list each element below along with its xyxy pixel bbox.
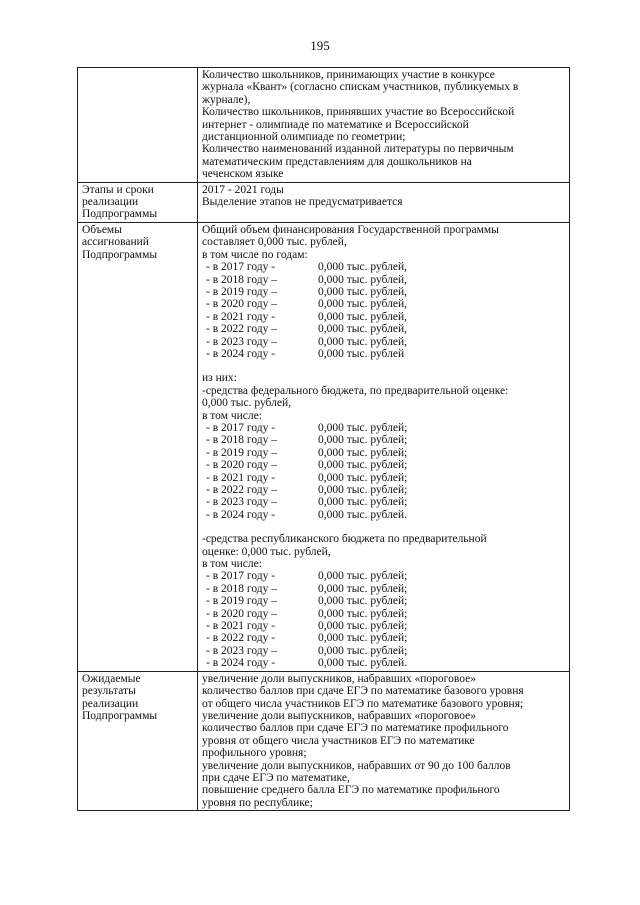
year-amount: 0,000 тыс. рублей; <box>318 496 408 509</box>
year-amount: 0,000 тыс. рублей; <box>318 582 408 595</box>
year-amount: 0,000 тыс. рублей. <box>318 657 407 670</box>
regional-line: в том числе: <box>202 558 262 571</box>
results-label-line: реализации <box>82 697 139 710</box>
stages-note: Выделение этапов не предусматривается <box>202 196 403 209</box>
result-line: количество баллов при сдаче ЕГЭ по математике базового уровня <box>202 685 524 698</box>
year-amount: 0,000 тыс. рублей, <box>318 323 407 336</box>
results-value-cell <box>198 671 570 810</box>
federal-line: в том числе: <box>202 409 262 422</box>
federal-year-row <box>202 509 566 521</box>
year-label: - в 2021 году - <box>206 620 276 633</box>
year-amount: 0,000 тыс. рублей; <box>318 446 408 459</box>
indicator-line: дистанционной олимпиаде по геометрии; <box>202 131 406 144</box>
year-amount: 0,000 тыс. рублей. <box>318 508 407 521</box>
regional-year-row <box>202 570 566 582</box>
year-label: - в 2019 году – <box>206 446 277 459</box>
result-line: при сдаче ЕГЭ по математике, <box>202 771 350 784</box>
result-line: увеличение доли выпускников, набравших «пороговое» <box>202 672 476 685</box>
indicator-line: Количество школьников, принимающих участие в конкурсе <box>202 69 495 81</box>
spacer <box>202 521 566 533</box>
stages-label-line: реализации <box>82 196 139 209</box>
year-amount: 0,000 тыс. рублей; <box>318 644 408 657</box>
federal-line: -средства федерального бюджета, по предварительной оценке: <box>202 384 509 397</box>
year-label: - в 2021 году - <box>206 471 276 484</box>
year-amount: 0,000 тыс. рублей, <box>318 335 407 348</box>
stages-label-cell <box>78 182 198 222</box>
stages-value-cell <box>198 182 570 222</box>
year-label: - в 2017 году - <box>206 261 276 274</box>
regional-line: оценке: 0,000 тыс. рублей, <box>202 545 331 558</box>
regional-line: -средства республиканского бюджета по предварительной <box>202 533 487 546</box>
year-amount: 0,000 тыс. рублей, <box>318 261 407 274</box>
federal-year-row <box>202 434 566 446</box>
indicators-value-cell <box>198 68 570 183</box>
funding-label-line: ассигнований <box>82 236 149 249</box>
stages-row <box>78 182 570 222</box>
year-amount: 0,000 тыс. рублей; <box>318 620 408 633</box>
year-label: - в 2023 году – <box>206 496 277 509</box>
year-label: - в 2024 году - <box>206 508 276 521</box>
indicator-line: журнале), <box>202 93 251 106</box>
federal-line: 0,000 тыс. рублей, <box>202 397 291 410</box>
result-line: увеличение доли выпускников, набравших «пороговое» <box>202 709 476 722</box>
year-label: - в 2023 году – <box>206 644 277 657</box>
page-number: 195 <box>310 38 330 53</box>
results-label-line: результаты <box>82 685 136 698</box>
indicator-line: математическим представлениям для дошкольников на <box>202 155 472 168</box>
regional-year-row <box>202 632 566 644</box>
year-label: - в 2024 году - <box>206 347 276 360</box>
result-line: профильного уровня; <box>202 747 307 760</box>
year-amount: 0,000 тыс. рублей; <box>318 434 408 447</box>
year-amount: 0,000 тыс. рублей, <box>318 285 407 298</box>
year-label: - в 2020 году – <box>206 607 277 620</box>
results-label-line: Ожидаемые <box>82 672 141 685</box>
indicator-line: Количество наименований изданной литературы по первичным <box>202 143 514 156</box>
indicators-row <box>78 68 570 183</box>
stages-label-line: Подпрограммы <box>82 208 158 221</box>
results-label-cell <box>78 671 198 810</box>
subprogram-passport-table <box>77 67 570 811</box>
regional-year-row <box>202 657 566 669</box>
regional-year-row <box>202 608 566 620</box>
funding-year-row <box>202 311 566 323</box>
year-label: - в 2023 году – <box>206 335 277 348</box>
indicator-line: чеченском языке <box>202 168 284 181</box>
federal-year-row <box>202 447 566 459</box>
regional-year-row <box>202 620 566 632</box>
year-label: - в 2019 году – <box>206 285 277 298</box>
funding-year-row <box>202 298 566 310</box>
year-amount: 0,000 тыс. рублей <box>318 347 405 360</box>
year-label: - в 2018 году – <box>206 434 277 447</box>
indicators-label-cell <box>78 68 198 183</box>
year-amount: 0,000 тыс. рублей; <box>318 471 408 484</box>
federal-year-row <box>202 459 566 471</box>
year-amount: 0,000 тыс. рублей; <box>318 570 408 583</box>
year-amount: 0,000 тыс. рублей; <box>318 484 408 496</box>
regional-year-row <box>202 645 566 657</box>
funding-year-row <box>202 336 566 348</box>
year-label: - в 2024 году - <box>206 657 276 670</box>
indicator-line: журнала «Квант» (согласно спискам участников, публикуемых в <box>202 81 519 94</box>
result-line: уровня от общего числа участников ЕГЭ по математике <box>202 734 475 747</box>
year-amount: 0,000 тыс. рублей, <box>318 310 407 323</box>
indicator-line: интернет - олимпиаде по математике и Всероссийской <box>202 118 469 131</box>
funding-row <box>78 222 570 671</box>
indicator-line: Количество школьников, принявших участие во Всероссийской <box>202 106 515 119</box>
funding-label-cell <box>78 222 198 671</box>
funding-value-cell <box>198 222 570 671</box>
year-label: - в 2019 году – <box>206 595 277 608</box>
results-label-line: Подпрограммы <box>82 709 158 722</box>
funding-total-line: Общий объем финансирования Государственной программы <box>202 223 499 236</box>
result-line: уровня по республике; <box>202 796 313 809</box>
year-amount: 0,000 тыс. рублей; <box>318 595 408 608</box>
year-amount: 0,000 тыс. рублей, <box>318 273 407 286</box>
year-amount: 0,000 тыс. рублей, <box>318 298 407 311</box>
regional-year-row <box>202 583 566 595</box>
year-label: - в 2022 году - <box>206 632 276 645</box>
funding-year-row <box>202 348 566 360</box>
result-line: количество баллов при сдаче ЕГЭ по математике профильного <box>202 722 509 735</box>
year-amount: 0,000 тыс. рублей; <box>318 607 408 620</box>
year-label: - в 2021 году - <box>206 310 276 323</box>
result-line: повышение среднего балла ЕГЭ по математике профильного <box>202 784 500 797</box>
year-label: - в 2017 году - <box>206 570 276 583</box>
funding-of-them: из них: <box>202 372 237 385</box>
funding-label-line: Объемы <box>82 223 122 236</box>
federal-year-row <box>202 472 566 484</box>
year-amount: 0,000 тыс. рублей; <box>318 421 408 434</box>
year-label: - в 2018 году – <box>206 273 277 286</box>
federal-year-row <box>202 484 566 496</box>
stages-period: 2017 - 2021 годы <box>202 183 284 196</box>
result-line: увеличение доли выпускников, набравших от 90 до 100 баллов <box>202 759 511 772</box>
funding-year-row <box>202 274 566 286</box>
funding-year-row <box>202 323 566 335</box>
result-line: от общего числа участников ЕГЭ по математике базового уровня; <box>202 697 524 710</box>
year-label: - в 2022 году – <box>206 323 277 336</box>
funding-total-line: составляет 0,000 тыс. рублей, <box>202 236 347 249</box>
year-amount: 0,000 тыс. рублей; <box>318 632 408 645</box>
year-label: - в 2017 году - <box>206 421 276 434</box>
federal-year-row <box>202 496 566 508</box>
year-amount: 0,000 тыс. рублей; <box>318 459 408 472</box>
results-row <box>78 671 570 810</box>
year-label: - в 2020 году – <box>206 459 277 472</box>
year-label: - в 2022 году – <box>206 484 277 496</box>
year-label: - в 2018 году – <box>206 582 277 595</box>
funding-label-line: Подпрограммы <box>82 248 158 261</box>
funding-year-row <box>202 286 566 298</box>
federal-year-row <box>202 422 566 434</box>
funding-total-line: в том числе по годам: <box>202 248 308 261</box>
spacer <box>202 360 566 372</box>
funding-year-row <box>202 261 566 273</box>
year-label: - в 2020 году – <box>206 298 277 311</box>
stages-label-line: Этапы и сроки <box>82 183 154 196</box>
regional-year-row <box>202 595 566 607</box>
